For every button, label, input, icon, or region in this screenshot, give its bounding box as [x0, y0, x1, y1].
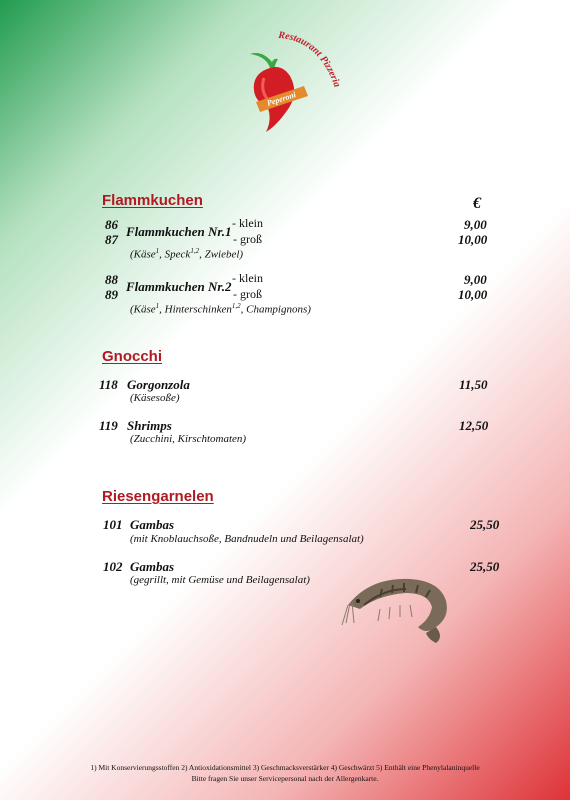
item-number: 101 [103, 517, 123, 532]
currency-symbol: € [473, 195, 481, 212]
item-description: (Käse$^1$, Hinterschinken$^{1,2}$, Champignons) [130, 302, 311, 316]
item-name: Flammkuchen Nr.1 [126, 224, 232, 239]
item-name: Gambas [130, 559, 175, 574]
item-name: Flammkuchen Nr.2 [126, 279, 232, 294]
shrimp-icon [340, 565, 460, 645]
logo-banner-text: Peperoni [265, 90, 297, 108]
logo-arc-text: Restaurant Pizzeria [277, 29, 343, 89]
item-price-small: 9,00 [464, 272, 487, 287]
section-title-flammkuchen: Flammkuchen [102, 192, 203, 209]
item-size-small: - klein [232, 271, 263, 285]
item-number: 102 [103, 559, 123, 574]
item-number: 118 [99, 377, 118, 392]
item-description: (Käse$^1$, Speck$^{1,2}$, Zwiebel) [130, 247, 244, 261]
item-price: 25,50 [470, 517, 500, 532]
footnote-allergen-request: Bitte fragen Sie unser Servicepersonal nach der Allergenkarte. [191, 774, 379, 783]
item-description: (Käsesoße) [130, 392, 180, 404]
item-name: Gambas [130, 517, 175, 532]
item-number: 88 [105, 272, 118, 287]
item-price-large: 10,00 [458, 287, 488, 302]
item-price: 25,50 [470, 559, 500, 574]
item-number: 89 [105, 287, 118, 302]
footnote-additives: 1) Mit Konservierungsstoffen 2) Antioxidationsmittel 3) Geschmacksverstärker 4) Geschwärzt 5) Enthält eine Phenylalaninquelle [90, 763, 480, 772]
item-size-small: - klein [232, 216, 263, 230]
allergen-footnote [0, 762, 570, 784]
item-size-large: - groß [233, 287, 262, 301]
item-description: (Zucchini, Kirschtomaten) [130, 433, 247, 445]
chili-pepper-logo-graphic [228, 28, 358, 138]
item-price-large: 10,00 [458, 232, 488, 247]
item-size-large: - groß [233, 232, 262, 246]
item-number: 119 [99, 418, 118, 433]
item-number: 87 [105, 232, 118, 247]
restaurant-logo [228, 28, 358, 138]
item-price-small: 9,00 [464, 217, 487, 232]
item-price: 12,50 [459, 418, 489, 433]
section-title-gnocchi: Gnocchi [102, 348, 163, 365]
item-name: Gorgonzola [127, 377, 190, 392]
item-description: (mit Knoblauchsoße, Bandnudeln und Beilagensalat) [130, 533, 364, 545]
shrimp-illustration [340, 565, 460, 645]
item-description: (gegrillt, mit Gemüse und Beilagensalat) [130, 574, 310, 586]
item-number: 86 [105, 217, 118, 232]
item-price: 11,50 [459, 377, 488, 392]
section-title-riesengarnelen: Riesengarnelen [102, 488, 214, 505]
item-name: Shrimps [127, 418, 172, 433]
